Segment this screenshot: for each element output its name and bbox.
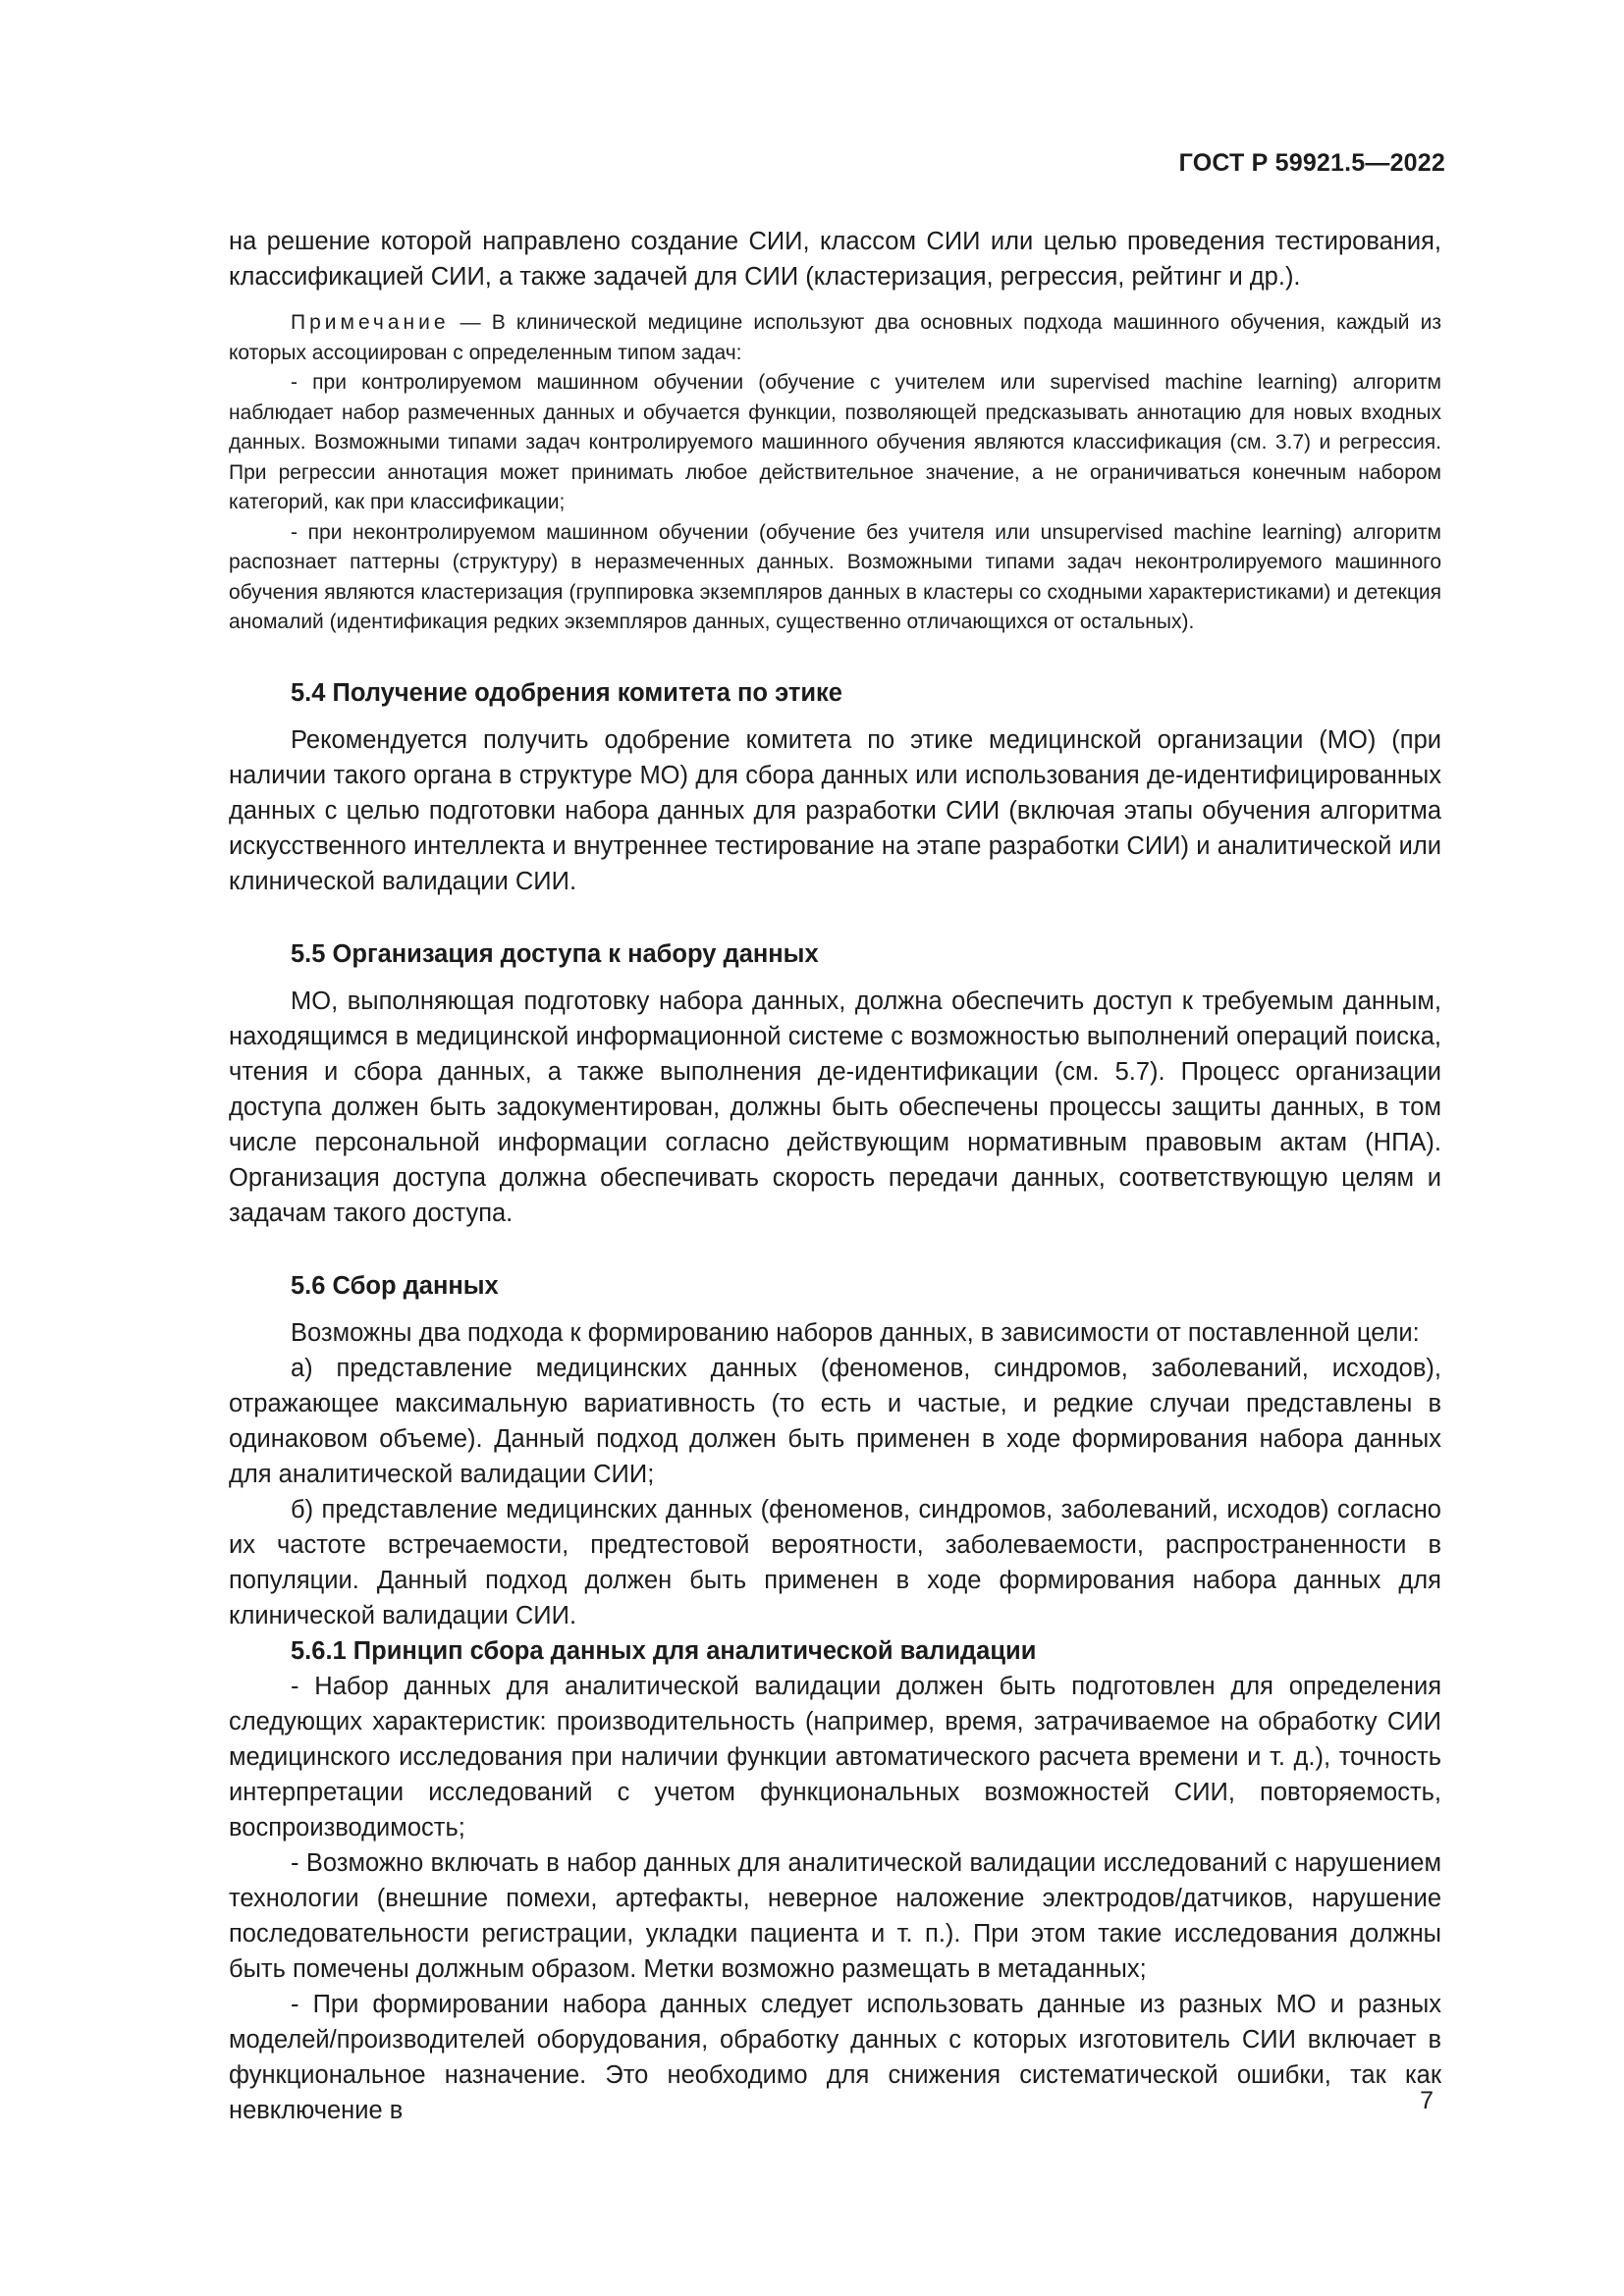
section-paragraph-5-6: Возможны два подхода к формированию наборов данных, в зависимости от поставленной цели: bbox=[291, 1318, 1420, 1347]
document-header: ГОСТ Р 59921.5—2022 bbox=[1178, 149, 1445, 177]
note-paragraph bbox=[229, 308, 1441, 368]
note-item-supervised: - при контролируемом машинном обучении (обучение с учителем или supervised machine learning) алгоритм наблюдает набор размеченных данных и обучается функции, позволяющей предсказывать аннотацию для новых входных данных. Возможными типами задач контролируемого машинного обучения являются классификация (см. 3.7) и регрессия. При регрессии аннотация может принимать любое действительное значение, а не ограничиваться конечным набором категорий, как при классификации; bbox=[229, 371, 1441, 513]
section-paragraph-5-6-1: - Возможно включать в набор данных для аналитической валидации исследований с нарушением технологии (внешние помехи, артефакты, неверное наложение электродов/датчиков, нарушение последовательности регистрации, укладки пациента и т. п.). При этом такие исследования должны быть помечены должным образом. Метки возможно размещать в метаданных; bbox=[229, 1848, 1441, 1983]
section-text-5-5: МО, выполняющая подготовку набора данных, должна обеспечить доступ к требуемым данным, находящимся в медицинской информационной системе с возможностью выполнений операций поиска, чтения и сбора данных, а также выполнения де-идентификации (см. 5.7). Процесс организации доступа должен быть задокументирован, должны быть обеспечены процессы защиты данных, в том числе персональной информации согласно действующим нормативным правовым актам (НПА). Организация доступа должна обеспечивать скорость передачи данных, соответствующую целям и задачам такого доступа. bbox=[229, 987, 1441, 1227]
note-item-unsupervised: - при неконтролируемом машинном обучении (обучение без учителя или unsupervised machine learning) алгоритм распознает паттерны (структуру) в неразмеченных данных. Возможными типами задач неконтролируемого машинного обучения являются кластеризация (группировка экземпляров данных в кластеры со сходными характеристиками) и детекция аномалий (идентификация редких экземпляров данных, существенно отличающихся от остальных). bbox=[229, 520, 1441, 633]
section-heading-5-6-1: 5.6.1 Принцип сбора данных для аналитической валидации bbox=[291, 1636, 1037, 1665]
note-text: — В клинической медицине используют два основных подхода машинного обучения, каждый из которых ассоциирован с определенным типом задач: bbox=[229, 311, 1441, 364]
section-paragraph-5-6: а) представление медицинских данных (феноменов, синдромов, заболеваний, исходов), отражающее максимальную вариативность (то есть и частые, и редкие случаи представлены в одинаковом объеме). Данный подход должен быть применен в ходе формирования набора данных для аналитической валидации СИИ; bbox=[229, 1354, 1441, 1488]
section-paragraph-5-6-1: - Набор данных для аналитической валидации должен быть подготовлен для определения следующих характеристик: производительность (например, время, затрачиваемое на обработку СИИ медицинского исследования при наличии функции автоматического расчета времени и т. д.), точность интерпретации исследований с учетом функциональных возможностей СИИ, повторяемость, воспроизводимость; bbox=[229, 1672, 1441, 1842]
page-number: 7 bbox=[1420, 2087, 1434, 2114]
section-heading-5-5: 5.5 Организация доступа к набору данных bbox=[291, 939, 819, 968]
intro-paragraph: на решение которой направлено создание СИИ, классом СИИ или целью проведения тестирования, классификацией СИИ, а также задачей для СИИ (кластеризация, регрессия, рейтинг и др.). bbox=[229, 228, 1441, 291]
section-heading-5-6: 5.6 Сбор данных bbox=[291, 1271, 499, 1300]
section-text-5-4: Рекомендуется получить одобрение комитета по этике медицинской организации (МО) (при наличии такого органа в структуре МО) для сбора данных или использования де-идентифицированных данных с целью подготовки набора данных для разработки СИИ (включая этапы обучения алгоритма искусственного интеллекта и внутреннее тестирование на этапе разработки СИИ) и аналитической или клинической валидации СИИ. bbox=[229, 725, 1441, 895]
section-paragraph-5-6: б) представление медицинских данных (феноменов, синдромов, заболеваний, исходов) согласно их частоте встречаемости, предтестовой вероятности, заболеваемости, распространенности в популяции. Данный подход должен быть применен в ходе формирования набора данных для клинической валидации СИИ. bbox=[229, 1495, 1441, 1629]
note-label: Примечание bbox=[291, 311, 450, 334]
section-paragraph-5-6-1: - При формировании набора данных следует использовать данные из разных МО и разных моделей/производителей оборудования, обработку данных с которых изготовитель СИИ включает в функциональное назначение. Это необходимо для снижения систематической ошибки, так как невключение в bbox=[229, 1990, 1441, 2124]
section-heading-5-4: 5.4 Получение одобрения комитета по этике bbox=[291, 678, 842, 707]
page-content bbox=[229, 224, 1441, 2128]
